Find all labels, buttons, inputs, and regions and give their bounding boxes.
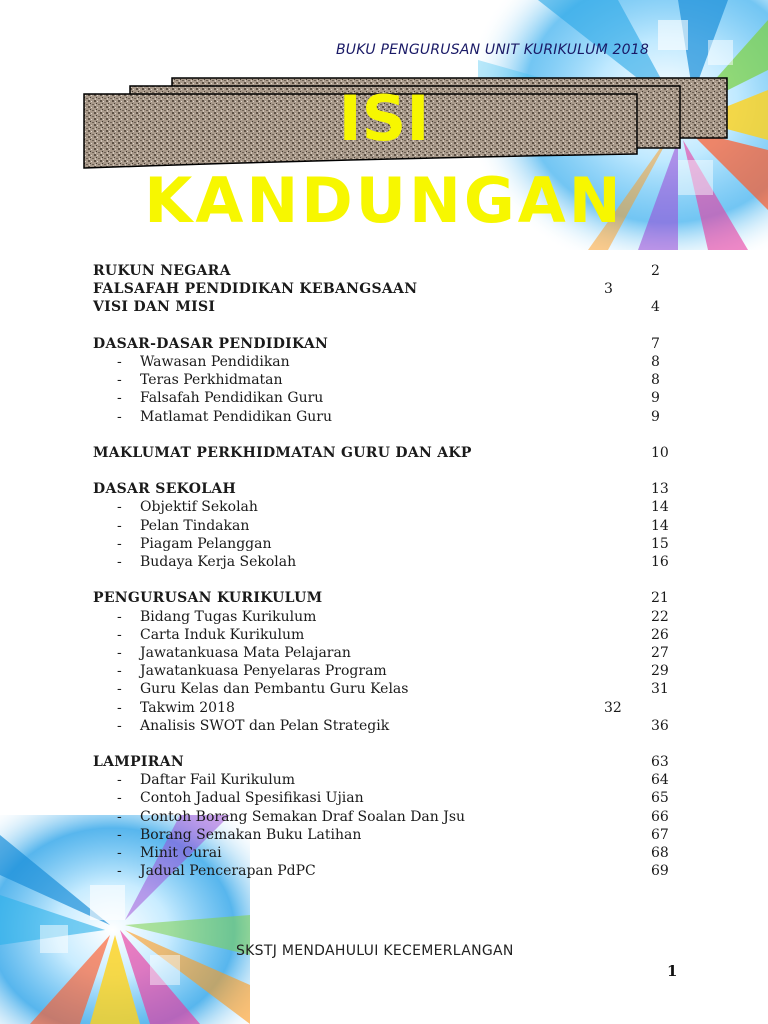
toc-label: DASAR-DASAR PENDIDIKAN <box>93 335 329 352</box>
toc-page-number: 21 <box>651 590 669 607</box>
toc-page-number: 66 <box>651 808 669 825</box>
bullet-dash: - <box>117 390 122 407</box>
bullet-dash: - <box>117 845 122 861</box>
toc-page-number: 9 <box>651 390 660 407</box>
page-title-line-1: ISI <box>338 82 430 155</box>
toc-page-number: 64 <box>651 772 669 789</box>
bullet-dash: - <box>117 372 122 389</box>
toc-subsection-row <box>93 389 673 407</box>
table-of-contents <box>93 262 673 880</box>
toc-label: Objektif Sekolah <box>140 499 258 516</box>
toc-section-row <box>93 444 673 462</box>
toc-label: LAMPIRAN <box>93 754 184 771</box>
toc-subsection-row <box>93 371 673 389</box>
toc-page-number: 26 <box>651 626 669 643</box>
toc-spacer <box>93 426 673 444</box>
document-header: BUKU PENGURUSAN UNIT KURIKULUM 2018 <box>336 42 649 58</box>
toc-label: Borang Semakan Buku Latihan <box>140 826 362 843</box>
toc-page-number: 63 <box>651 754 669 771</box>
bullet-dash: - <box>117 408 122 425</box>
toc-page-number: 29 <box>651 663 669 680</box>
toc-label: Jadual Pencerapan PdPC <box>140 863 316 880</box>
toc-label: Carta Induk Kurikulum <box>140 626 305 643</box>
toc-subsection-row <box>93 680 673 698</box>
toc-section-row <box>93 280 673 298</box>
toc-page-number: 69 <box>651 863 669 880</box>
toc-label: Minit Curai <box>140 845 222 861</box>
toc-page-number: 22 <box>651 608 669 625</box>
toc-section-row <box>93 480 673 498</box>
toc-subsection-row <box>93 662 673 680</box>
bullet-dash: - <box>117 699 122 716</box>
toc-subsection-row <box>93 644 673 662</box>
toc-label: MAKLUMAT PERKHIDMATAN GURU DAN AKP <box>93 444 472 461</box>
toc-section-row <box>93 753 673 771</box>
toc-page-number: 8 <box>651 372 660 389</box>
toc-section-row <box>93 262 673 280</box>
toc-label: Matlamat Pendidikan Guru <box>140 408 333 425</box>
toc-page-number: 14 <box>651 499 669 516</box>
toc-label: Falsafah Pendidikan Guru <box>140 390 324 407</box>
toc-label: Daftar Fail Kurikulum <box>140 772 295 789</box>
toc-subsection-row <box>93 771 673 789</box>
toc-spacer <box>93 462 673 480</box>
toc-subsection-row <box>93 553 673 571</box>
toc-subsection-row <box>93 408 673 426</box>
toc-label: Bidang Tugas Kurikulum <box>140 608 317 625</box>
bullet-dash: - <box>117 663 122 680</box>
bullet-dash: - <box>117 608 122 625</box>
page-title-line-2: KANDUNGAN <box>144 164 624 237</box>
bullet-dash: - <box>117 826 122 843</box>
bullet-dash: - <box>117 626 122 643</box>
toc-subsection-row <box>93 353 673 371</box>
bullet-dash: - <box>117 499 122 516</box>
toc-subsection-row <box>93 808 673 826</box>
toc-subsection-row <box>93 717 673 735</box>
toc-label: VISI DAN MISI <box>93 299 216 316</box>
bullet-dash: - <box>117 808 122 825</box>
toc-page-number: 15 <box>651 535 669 552</box>
toc-subsection-row <box>93 535 673 553</box>
bullet-dash: - <box>117 535 122 552</box>
toc-page-number: 4 <box>651 299 660 316</box>
bullet-dash: - <box>117 790 122 807</box>
toc-subsection-row <box>93 517 673 535</box>
toc-label: Takwim 2018 <box>140 699 235 716</box>
toc-page-number: 67 <box>651 826 669 843</box>
toc-label: PENGURUSAN KURIKULUM <box>93 590 323 607</box>
toc-label: Guru Kelas dan Pembantu Guru Kelas <box>140 681 409 698</box>
toc-label: Wawasan Pendidikan <box>140 353 290 370</box>
toc-page-number: 9 <box>651 408 660 425</box>
toc-label: Analisis SWOT dan Pelan Strategik <box>140 717 390 734</box>
toc-subsection-row <box>93 862 673 880</box>
bullet-dash: - <box>117 863 122 880</box>
bullet-dash: - <box>117 554 122 570</box>
toc-page-number: 13 <box>651 481 669 498</box>
toc-label: Piagam Pelanggan <box>140 535 272 552</box>
toc-page-number: 27 <box>651 644 669 661</box>
page-number: 1 <box>667 962 678 980</box>
toc-label: Pelan Tindakan <box>140 517 250 534</box>
toc-page-number: 3 <box>604 281 613 298</box>
toc-subsection-row <box>93 844 673 862</box>
toc-page-number: 2 <box>651 263 660 279</box>
bullet-dash: - <box>117 717 122 734</box>
toc-page-number: 16 <box>651 554 669 570</box>
bullet-dash: - <box>117 517 122 534</box>
toc-page-number: 10 <box>651 444 669 461</box>
toc-label: DASAR SEKOLAH <box>93 481 237 498</box>
toc-spacer <box>93 317 673 335</box>
toc-subsection-row <box>93 498 673 516</box>
toc-page-number: 7 <box>651 335 660 352</box>
toc-label: Contoh Borang Semakan Draf Soalan Dan Jsu <box>140 808 466 825</box>
toc-label: Teras Perkhidmatan <box>140 372 283 389</box>
toc-subsection-row <box>93 626 673 644</box>
toc-spacer <box>93 735 673 753</box>
bullet-dash: - <box>117 681 122 698</box>
toc-page-number: 36 <box>651 717 669 734</box>
toc-page-number: 8 <box>651 353 660 370</box>
toc-section-row <box>93 298 673 316</box>
toc-label: Budaya Kerja Sekolah <box>140 554 297 570</box>
bullet-dash: - <box>117 353 122 370</box>
toc-label: FALSAFAH PENDIDIKAN KEBANGSAAN <box>93 281 418 298</box>
toc-spacer <box>93 571 673 589</box>
document-footer: SKSTJ MENDAHULUI KECEMERLANGAN <box>236 943 514 959</box>
toc-label: Contoh Jadual Spesifikasi Ujian <box>140 790 364 807</box>
toc-subsection-row <box>93 608 673 626</box>
bullet-dash: - <box>117 644 122 661</box>
toc-page-number: 68 <box>651 845 669 861</box>
toc-subsection-row <box>93 699 673 717</box>
toc-subsection-row <box>93 789 673 807</box>
toc-label: Jawatankuasa Penyelaras Program <box>140 663 387 680</box>
toc-section-row <box>93 589 673 607</box>
bullet-dash: - <box>117 772 122 789</box>
toc-label: Jawatankuasa Mata Pelajaran <box>140 644 351 661</box>
toc-page-number: 32 <box>604 699 622 716</box>
toc-page-number: 14 <box>651 517 669 534</box>
toc-page-number: 31 <box>651 681 669 698</box>
toc-label: RUKUN NEGARA <box>93 263 231 279</box>
toc-section-row <box>93 335 673 353</box>
toc-subsection-row <box>93 826 673 844</box>
toc-page-number: 65 <box>651 790 669 807</box>
